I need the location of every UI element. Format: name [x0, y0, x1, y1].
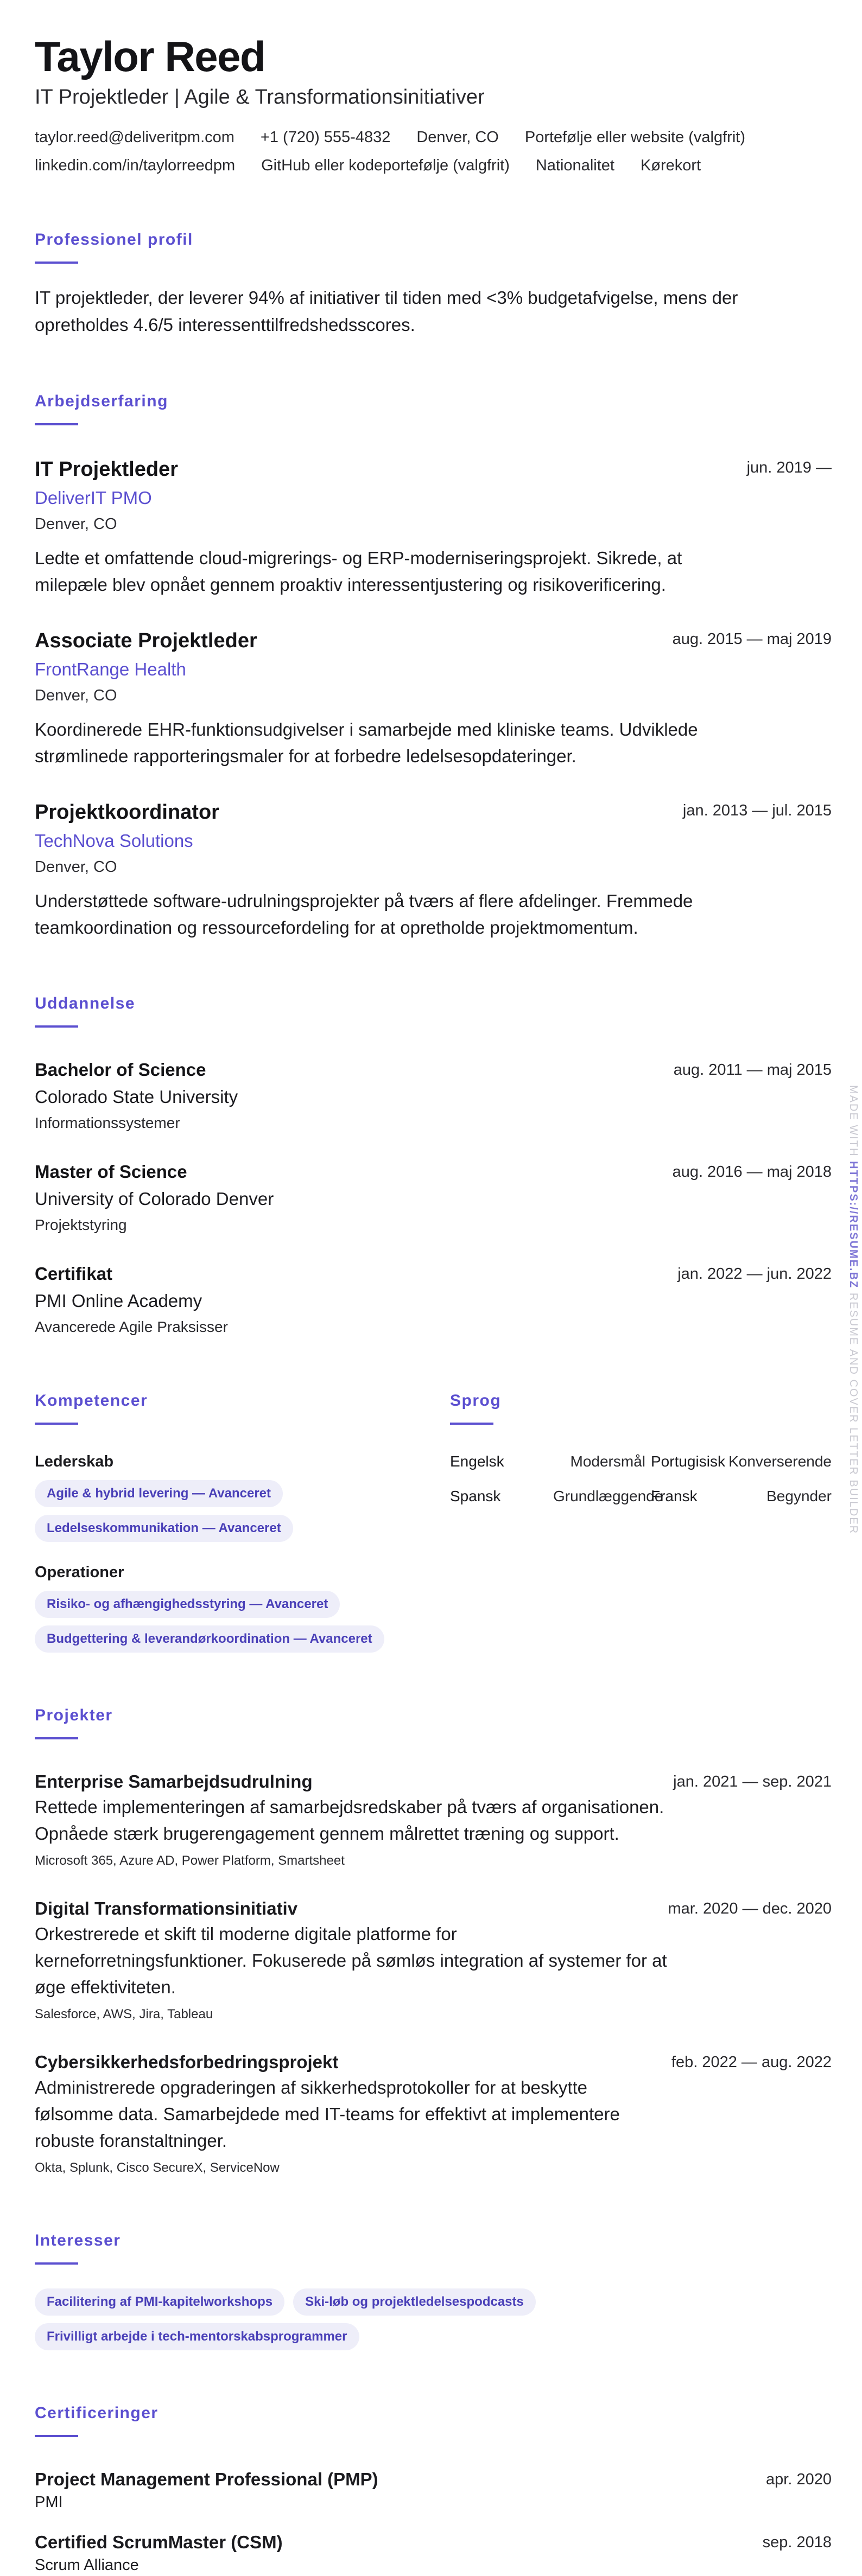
section-title: Professionel profil	[35, 231, 193, 248]
project-date: mar. 2020 — dec. 2020	[668, 1900, 832, 1917]
language-row	[450, 1484, 832, 1508]
language-name: Fransk	[651, 1488, 698, 1504]
section-title: Kompetencer	[35, 1392, 148, 1410]
contact-github[interactable]: GitHub eller kodeportefølje (valgfrit)	[261, 157, 510, 174]
skill-chip: Risiko- og afhængighedsstyring — Avanceret	[35, 1591, 340, 1618]
education-field: Informationssystemer	[35, 1114, 180, 1131]
made-with-suffix: RESUME AND COVER LETTER BUILDER	[847, 1292, 859, 1535]
project-entry	[35, 1770, 832, 1871]
education-field: Avancerede Agile Praksisser	[35, 1318, 228, 1335]
project-title: Enterprise Samarbejdsudrulning	[35, 1771, 313, 1791]
project-entry	[35, 2050, 832, 2178]
section-divider	[35, 1025, 78, 1028]
project-entry	[35, 1897, 832, 2024]
section-divider	[35, 2435, 78, 2437]
profile-summary: IT projektleder, der leverer 94% af initiativer til tiden med <3% budgetafvigelse, mens der opretholdes 4.6/5 interessenttilfredshedsscores.	[35, 288, 738, 335]
interest-chip: Ski-løb og projektledelsespodcasts	[293, 2288, 536, 2316]
contact-nationality: Nationalitet	[535, 157, 614, 174]
project-date: jan. 2021 — sep. 2021	[673, 1773, 832, 1790]
education-field: Projektstyring	[35, 1216, 127, 1233]
project-description: Administrerede opgraderingen af sikkerhedsprotokoller for at beskytte følsomme data. Samarbejdede med IT-teams for effektivt at implementere robuste foranstaltninger.	[35, 2077, 620, 2151]
project-title: Digital Transformationsinitiativ	[35, 1898, 298, 1918]
experience-section	[35, 391, 832, 941]
job-company: FrontRange Health	[35, 659, 186, 679]
job-entry	[35, 799, 832, 941]
section-title: Sprog	[450, 1392, 502, 1410]
job-description: Understøttede software-udrulningsprojekter på tværs af flere afdelinger. Fremmede teamkoordination og ressourcefordeling for at opretholde projektmomentum.	[35, 891, 693, 938]
project-tech: Salesforce, AWS, Jira, Tableau	[35, 2007, 213, 2022]
resume-header	[35, 30, 832, 177]
job-entry	[35, 456, 832, 598]
section-divider	[35, 423, 78, 425]
certification-issuer: Scrum Alliance	[35, 2556, 139, 2574]
project-tech: Okta, Splunk, Cisco SecureX, ServiceNow	[35, 2160, 280, 2175]
project-title: Cybersikkerhedsforbedringsprojekt	[35, 2052, 339, 2072]
made-with-prefix: MADE WITH	[847, 1085, 859, 1157]
certification-entry	[35, 2467, 832, 2513]
project-description: Rettede implementeringen af samarbejdsredskaber på tværs af organisationen. Opnåede stærk brugerengagement gennem målrettet træning og support.	[35, 1797, 664, 1844]
projects-section	[35, 1705, 832, 2178]
job-date: aug. 2015 — maj 2019	[672, 630, 832, 648]
education-section	[35, 993, 832, 1338]
education-degree: Bachelor of Science	[35, 1060, 206, 1080]
project-description: Orkestrerede et skift til moderne digitale platforme for kerneforretningsfunktioner. Fokuserede på sømløs integration af systemer for at øge effektiviteten.	[35, 1924, 667, 1997]
language-name: Engelsk	[450, 1453, 504, 1470]
made-with-link[interactable]: HTTPS://RESUME.BZ	[847, 1161, 859, 1289]
job-title: Associate Projektleder	[35, 629, 257, 652]
section-title: Interesser	[35, 2231, 121, 2249]
candidate-name: Taylor Reed	[35, 33, 265, 80]
education-entry	[35, 1058, 832, 1134]
contact-license: Kørekort	[640, 157, 701, 174]
certification-name: Project Management Professional (PMP)	[35, 2469, 378, 2489]
certifications-section	[35, 2402, 832, 2576]
interest-chip: Frivilligt arbejde i tech-mentorskabsprogrammer	[35, 2323, 359, 2350]
education-date: jan. 2022 — jun. 2022	[677, 1265, 832, 1283]
education-school: PMI Online Academy	[35, 1291, 202, 1311]
contact-location: Denver, CO	[416, 129, 499, 146]
language-level: Konverserende	[728, 1453, 832, 1470]
contact-website[interactable]: Portefølje eller website (valgfrit)	[524, 129, 745, 146]
skill-chip-list	[35, 1591, 450, 1653]
interests-section	[35, 2230, 832, 2350]
certification-issuer: PMI	[35, 2494, 63, 2511]
language-level: Grundlæggende	[553, 1488, 663, 1504]
job-location: Denver, CO	[35, 858, 117, 876]
skills-languages-row	[35, 1390, 832, 1653]
candidate-headline: IT Projektleder | Agile & Transformationsinitiativer	[35, 86, 485, 109]
made-with-banner	[847, 1085, 860, 1535]
job-company: DeliverIT PMO	[35, 488, 152, 508]
section-divider	[35, 2262, 78, 2265]
interest-chip: Facilitering af PMI-kapitelworkshops	[35, 2288, 284, 2316]
job-date: jun. 2019 —	[746, 459, 832, 476]
skill-category: Operationer	[35, 1564, 124, 1581]
profile-section	[35, 229, 832, 339]
job-title: IT Projektleder	[35, 458, 178, 481]
job-location: Denver, CO	[35, 687, 117, 704]
skill-chip: Ledelseskommunikation — Avanceret	[35, 1515, 293, 1542]
education-degree: Master of Science	[35, 1162, 187, 1182]
job-date: jan. 2013 — jul. 2015	[682, 802, 832, 819]
section-title: Certificeringer	[35, 2404, 159, 2422]
skill-chip: Budgettering & leverandørkoordination — Avanceret	[35, 1625, 384, 1653]
job-location: Denver, CO	[35, 515, 117, 533]
education-entry	[35, 1160, 832, 1236]
section-title: Projekter	[35, 1706, 113, 1724]
languages-section	[450, 1390, 832, 1653]
made-with-text	[847, 1085, 859, 1534]
certification-entry	[35, 2530, 832, 2576]
certification-date: sep. 2018	[762, 2534, 832, 2551]
job-title: Projektkoordinator	[35, 801, 219, 824]
section-title: Uddannelse	[35, 994, 136, 1012]
certification-name: Certified ScrumMaster (CSM)	[35, 2532, 283, 2552]
education-entry	[35, 1262, 832, 1338]
education-degree: Certifikat	[35, 1264, 113, 1284]
section-divider	[35, 1737, 78, 1739]
language-name: Portugisisk	[651, 1453, 725, 1470]
project-tech: Microsoft 365, Azure AD, Power Platform, Smartsheet	[35, 1853, 345, 1868]
interest-chip-list	[35, 2288, 832, 2350]
language-row	[450, 1450, 832, 1474]
education-school: University of Colorado Denver	[35, 1189, 274, 1209]
skills-section	[35, 1390, 450, 1653]
job-description: Ledte et omfattende cloud-migrerings- og ERP-moderniseringsprojekt. Sikrede, at milepæle blev opnået gennem proaktiv interessentjustering og risikoverificering.	[35, 548, 682, 595]
education-date: aug. 2016 — maj 2018	[672, 1163, 832, 1181]
education-school: Colorado State University	[35, 1087, 238, 1107]
skill-chip-list	[35, 1480, 450, 1542]
section-divider	[35, 262, 78, 264]
language-level: Modersmål	[570, 1453, 645, 1470]
education-date: aug. 2011 — maj 2015	[673, 1061, 832, 1079]
contact-phone[interactable]: +1 (720) 555-4832	[260, 129, 391, 146]
languages-table	[450, 1450, 832, 1508]
section-divider	[450, 1423, 493, 1425]
language-name: Spansk	[450, 1488, 501, 1504]
certification-date: apr. 2020	[766, 2471, 832, 2488]
contact-email[interactable]: taylor.reed@deliveritpm.com	[35, 129, 234, 146]
job-description: Koordinerede EHR-funktionsudgivelser i samarbejde med kliniske teams. Udviklede strømlinede rapporteringsmaler for at forbedre ledelsesopdateringer.	[35, 719, 698, 766]
project-date: feb. 2022 — aug. 2022	[671, 2054, 832, 2071]
contact-linkedin[interactable]: linkedin.com/in/taylorreedpm	[35, 157, 236, 174]
job-company: TechNova Solutions	[35, 831, 193, 851]
job-entry	[35, 627, 832, 769]
language-level: Begynder	[766, 1488, 832, 1504]
skill-chip: Agile & hybrid levering — Avanceret	[35, 1480, 283, 1507]
contact-list	[35, 126, 832, 177]
section-divider	[35, 1423, 78, 1425]
resume-page	[35, 30, 832, 2576]
skill-category: Lederskab	[35, 1453, 114, 1470]
section-title: Arbejdserfaring	[35, 392, 168, 410]
